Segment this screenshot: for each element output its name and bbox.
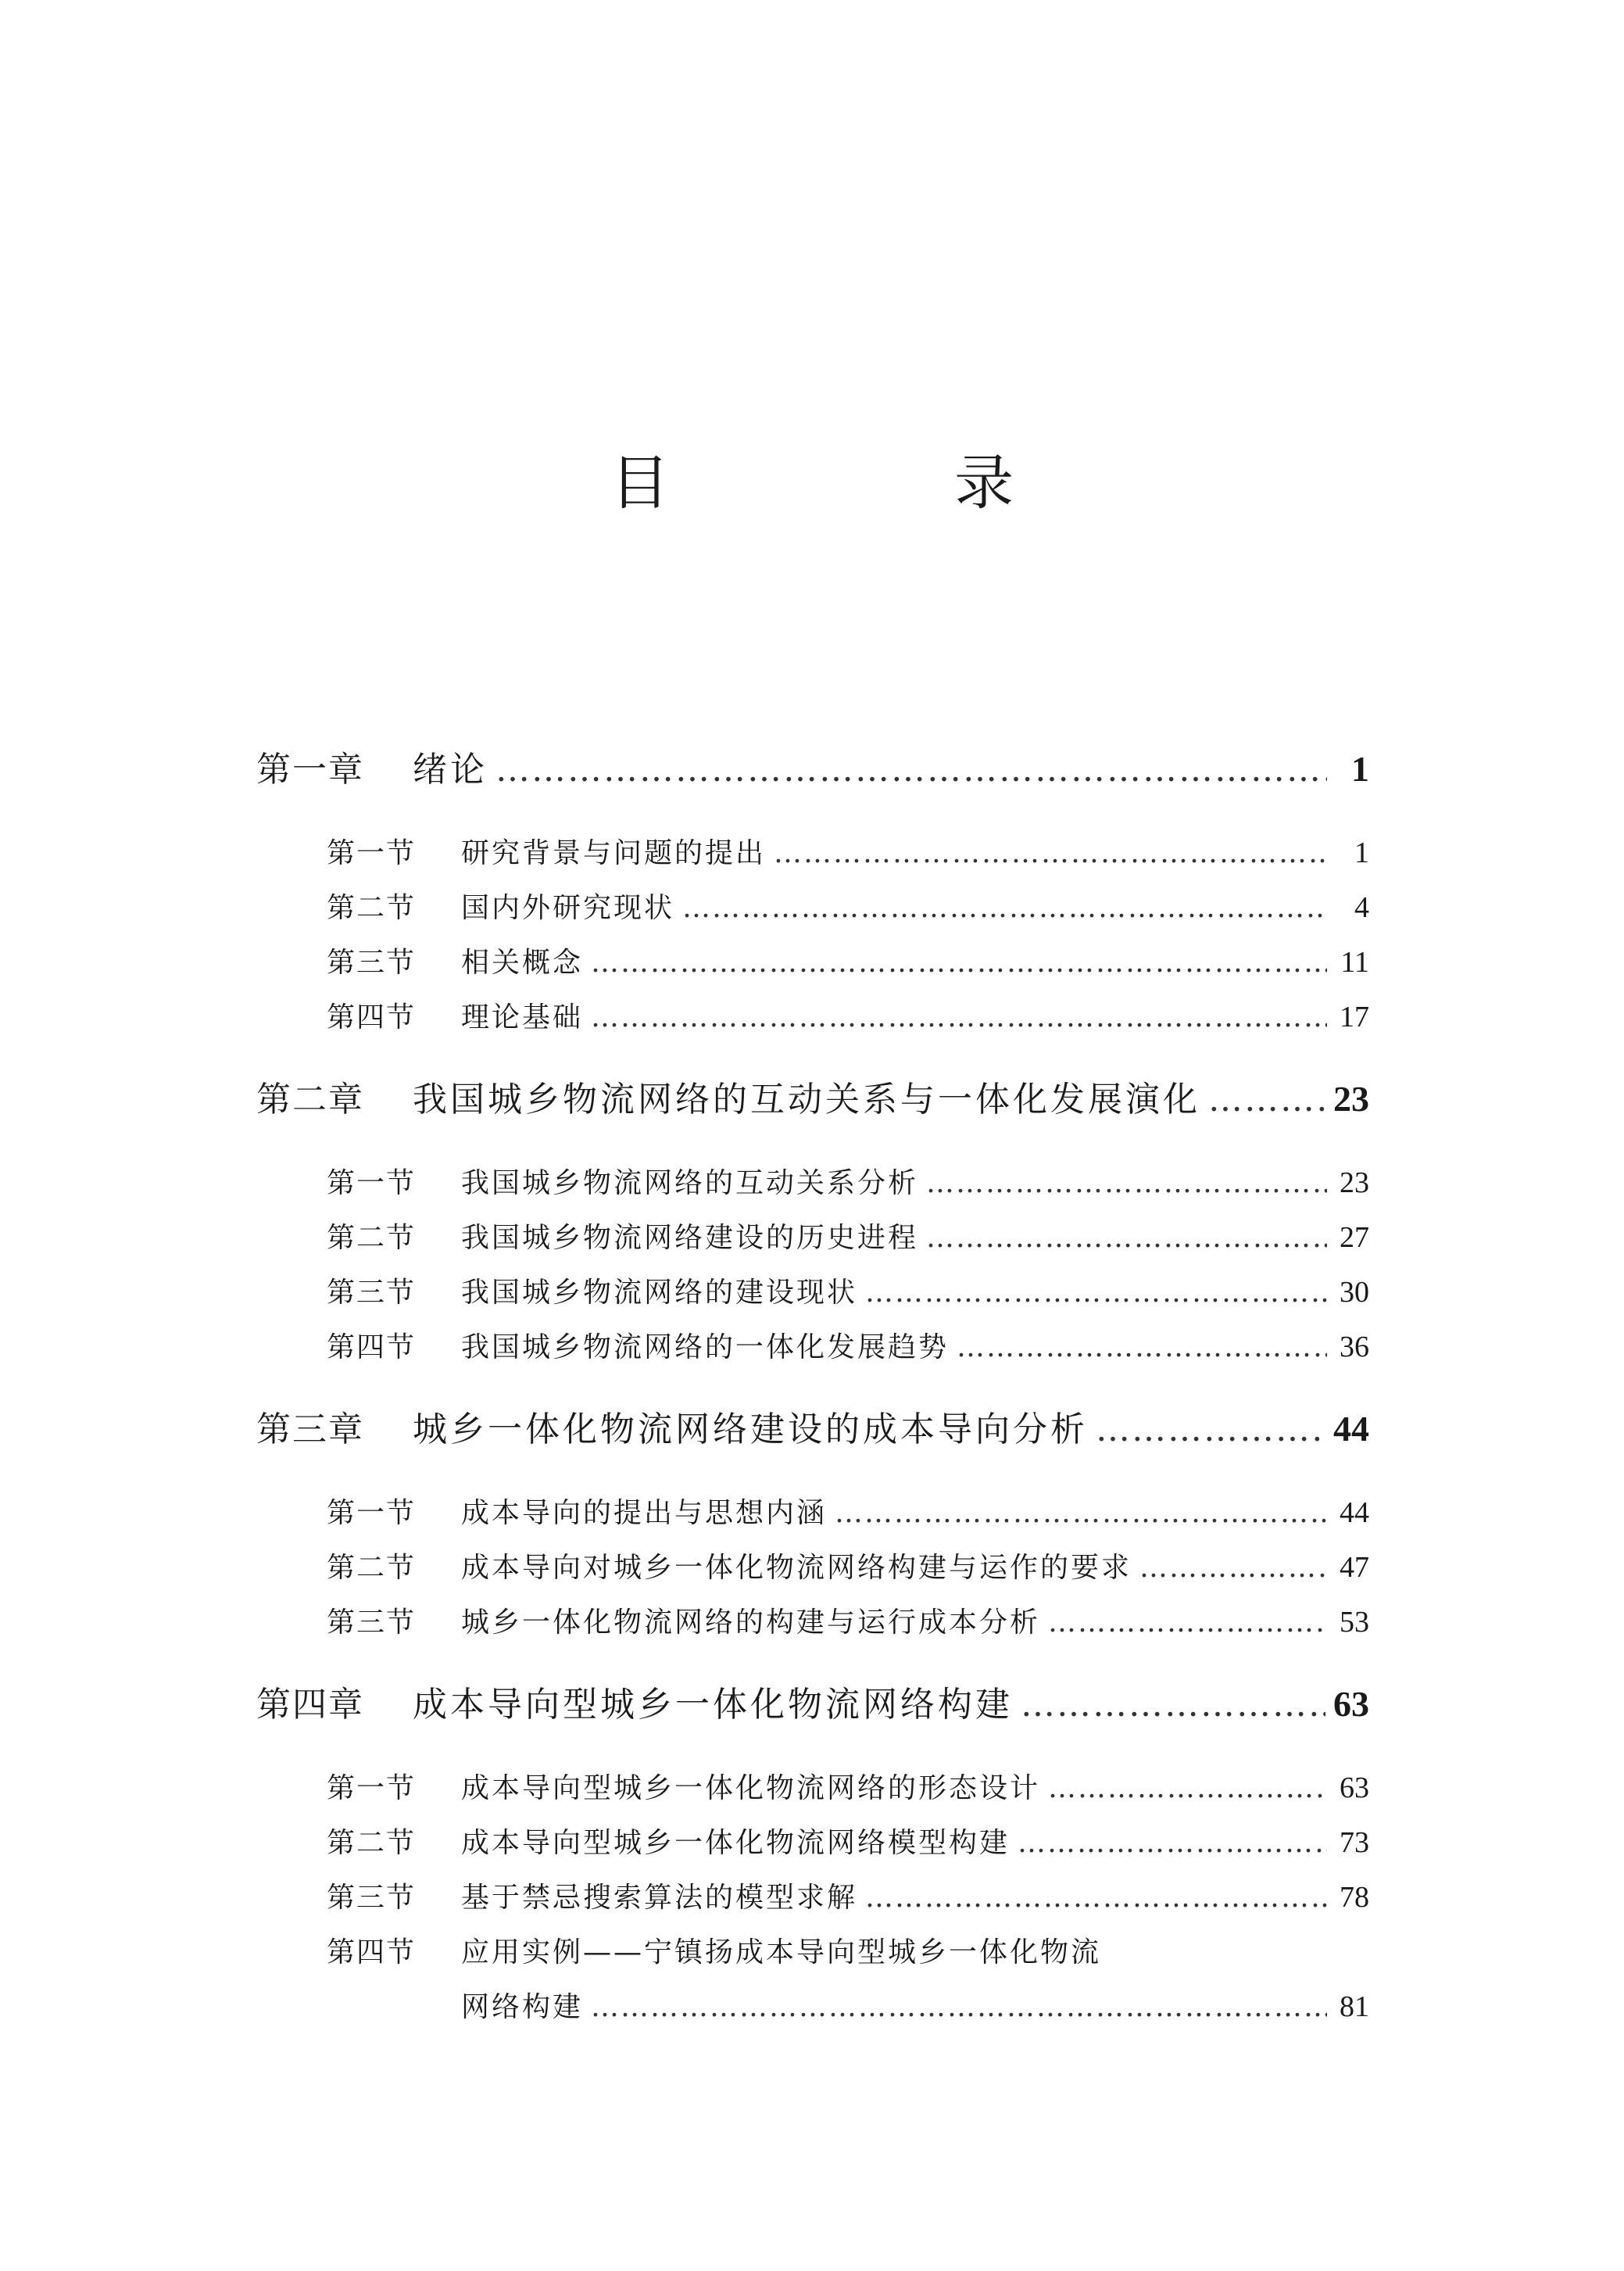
chapter-title: 城乡一体化物流网络建设的成本导向分析 xyxy=(413,1410,1088,1449)
chapter-label: 第二章 xyxy=(256,1080,364,1119)
dot-leader xyxy=(1021,1685,1325,1725)
section-title: 成本导向型城乡一体化物流网络的形态设计 xyxy=(461,1772,1041,1804)
toc-heading: 目 录 xyxy=(610,448,1147,518)
dot-leader xyxy=(1096,1410,1325,1449)
section-label: 第三节 xyxy=(327,1882,417,1914)
toc-section-3-1[interactable] xyxy=(327,1491,1369,1531)
section-page-number: 17 xyxy=(1340,1001,1369,1033)
section-label: 第一节 xyxy=(327,1497,417,1529)
dot-leader xyxy=(774,837,1327,869)
dot-leader xyxy=(957,1331,1327,1363)
section-title: 我国城乡物流网络建设的历史进程 xyxy=(461,1222,919,1254)
section-title: 城乡一体化物流网络的构建与运行成本分析 xyxy=(461,1607,1041,1639)
section-page-number: 73 xyxy=(1340,1826,1369,1859)
toc-section-3-2[interactable] xyxy=(327,1546,1369,1585)
toc-section-4-2[interactable] xyxy=(327,1821,1369,1861)
toc-section-4-1[interactable] xyxy=(327,1766,1369,1806)
toc-section-2-2[interactable] xyxy=(327,1216,1369,1255)
section-page-number: 63 xyxy=(1340,1771,1369,1804)
section-title: 应用实例——宁镇扬成本导向型城乡一体化物流 xyxy=(461,1936,1102,1968)
chapter-title: 绪论 xyxy=(413,750,488,790)
section-title: 研究背景与问题的提出 xyxy=(461,837,767,869)
section-label: 第四节 xyxy=(327,1936,417,1968)
chapter-label: 第一章 xyxy=(256,750,364,790)
dot-leader xyxy=(591,947,1327,979)
chapter-page-number: 1 xyxy=(1351,749,1369,789)
section-title: 相关概念 xyxy=(461,947,584,979)
dot-leader xyxy=(682,892,1327,924)
dot-leader xyxy=(1048,1772,1327,1804)
dot-leader xyxy=(1208,1080,1325,1119)
dot-leader xyxy=(1139,1552,1327,1584)
section-title: 我国城乡物流网络的一体化发展趋势 xyxy=(461,1331,950,1363)
chapter-label: 第四章 xyxy=(256,1685,364,1725)
section-label: 第三节 xyxy=(327,947,417,979)
section-label: 第一节 xyxy=(327,1772,417,1804)
chapter-page-number: 44 xyxy=(1333,1409,1369,1449)
toc-section-3-3[interactable] xyxy=(327,1600,1369,1640)
section-page-number: 4 xyxy=(1354,891,1369,924)
dot-leader xyxy=(926,1167,1327,1199)
toc-chapter-3[interactable] xyxy=(256,1401,1369,1451)
toc-chapter-2[interactable] xyxy=(256,1071,1369,1121)
section-page-number: 53 xyxy=(1340,1606,1369,1639)
section-title: 我国城乡物流网络的互动关系分析 xyxy=(461,1167,919,1199)
section-label: 第一节 xyxy=(327,837,417,869)
toc-section-4-3[interactable] xyxy=(327,1875,1369,1915)
section-title: 我国城乡物流网络的建设现状 xyxy=(461,1277,858,1309)
section-label: 第二节 xyxy=(327,1552,417,1584)
toc-section-2-3[interactable] xyxy=(327,1270,1369,1310)
dot-leader xyxy=(865,1882,1327,1914)
chapter-title: 我国城乡物流网络的互动关系与一体化发展演化 xyxy=(413,1080,1200,1119)
dot-leader xyxy=(1048,1607,1327,1639)
section-page-number: 30 xyxy=(1340,1276,1369,1309)
dot-leader xyxy=(591,1001,1327,1033)
section-page-number: 27 xyxy=(1340,1221,1369,1254)
section-page-number: 1 xyxy=(1354,836,1369,869)
section-title: 成本导向对城乡一体化物流网络构建与运作的要求 xyxy=(461,1552,1132,1584)
section-page-number: 81 xyxy=(1340,1990,1369,2023)
section-label: 第二节 xyxy=(327,892,417,924)
section-title: 理论基础 xyxy=(461,1001,584,1033)
section-page-number: 44 xyxy=(1340,1496,1369,1529)
section-label: 第四节 xyxy=(327,1331,417,1363)
toc-chapter-4[interactable] xyxy=(256,1676,1369,1726)
section-page-number: 23 xyxy=(1340,1166,1369,1199)
dot-leader xyxy=(865,1277,1327,1309)
toc-section-4-4-continuation[interactable] xyxy=(461,1985,1369,2025)
toc-section-1-4[interactable] xyxy=(327,995,1369,1035)
section-label: 第三节 xyxy=(327,1607,417,1639)
section-page-number: 36 xyxy=(1340,1331,1369,1363)
section-title: 基于禁忌搜索算法的模型求解 xyxy=(461,1882,858,1914)
toc-section-1-1[interactable] xyxy=(327,831,1369,871)
section-title: 成本导向的提出与思想内涵 xyxy=(461,1497,828,1529)
section-label: 第四节 xyxy=(327,1001,417,1033)
section-title: 国内外研究现状 xyxy=(461,892,675,924)
dot-leader xyxy=(591,1991,1327,2023)
section-label: 第二节 xyxy=(327,1827,417,1859)
toc-section-1-3[interactable] xyxy=(327,940,1369,980)
toc-section-1-2[interactable] xyxy=(327,886,1369,926)
dot-leader xyxy=(495,750,1327,790)
section-title-continuation: 网络构建 xyxy=(461,1991,584,2023)
dot-leader xyxy=(835,1497,1327,1529)
toc-chapter-1[interactable] xyxy=(256,741,1369,791)
dot-leader xyxy=(926,1222,1327,1254)
toc-section-2-1[interactable] xyxy=(327,1161,1369,1201)
section-label: 第三节 xyxy=(327,1277,417,1309)
toc-section-4-4[interactable] xyxy=(327,1930,1369,1970)
section-page-number: 78 xyxy=(1340,1881,1369,1914)
section-title: 成本导向型城乡一体化物流网络模型构建 xyxy=(461,1827,1011,1859)
section-label: 第一节 xyxy=(327,1167,417,1199)
section-page-number: 47 xyxy=(1340,1551,1369,1584)
section-label: 第二节 xyxy=(327,1222,417,1254)
chapter-title: 成本导向型城乡一体化物流网络构建 xyxy=(413,1685,1013,1725)
chapter-page-number: 23 xyxy=(1333,1079,1369,1119)
section-page-number: 11 xyxy=(1340,946,1369,979)
dot-leader xyxy=(1018,1827,1327,1859)
toc-section-2-4[interactable] xyxy=(327,1325,1369,1365)
chapter-label: 第三章 xyxy=(256,1410,364,1449)
chapter-page-number: 63 xyxy=(1333,1684,1369,1724)
